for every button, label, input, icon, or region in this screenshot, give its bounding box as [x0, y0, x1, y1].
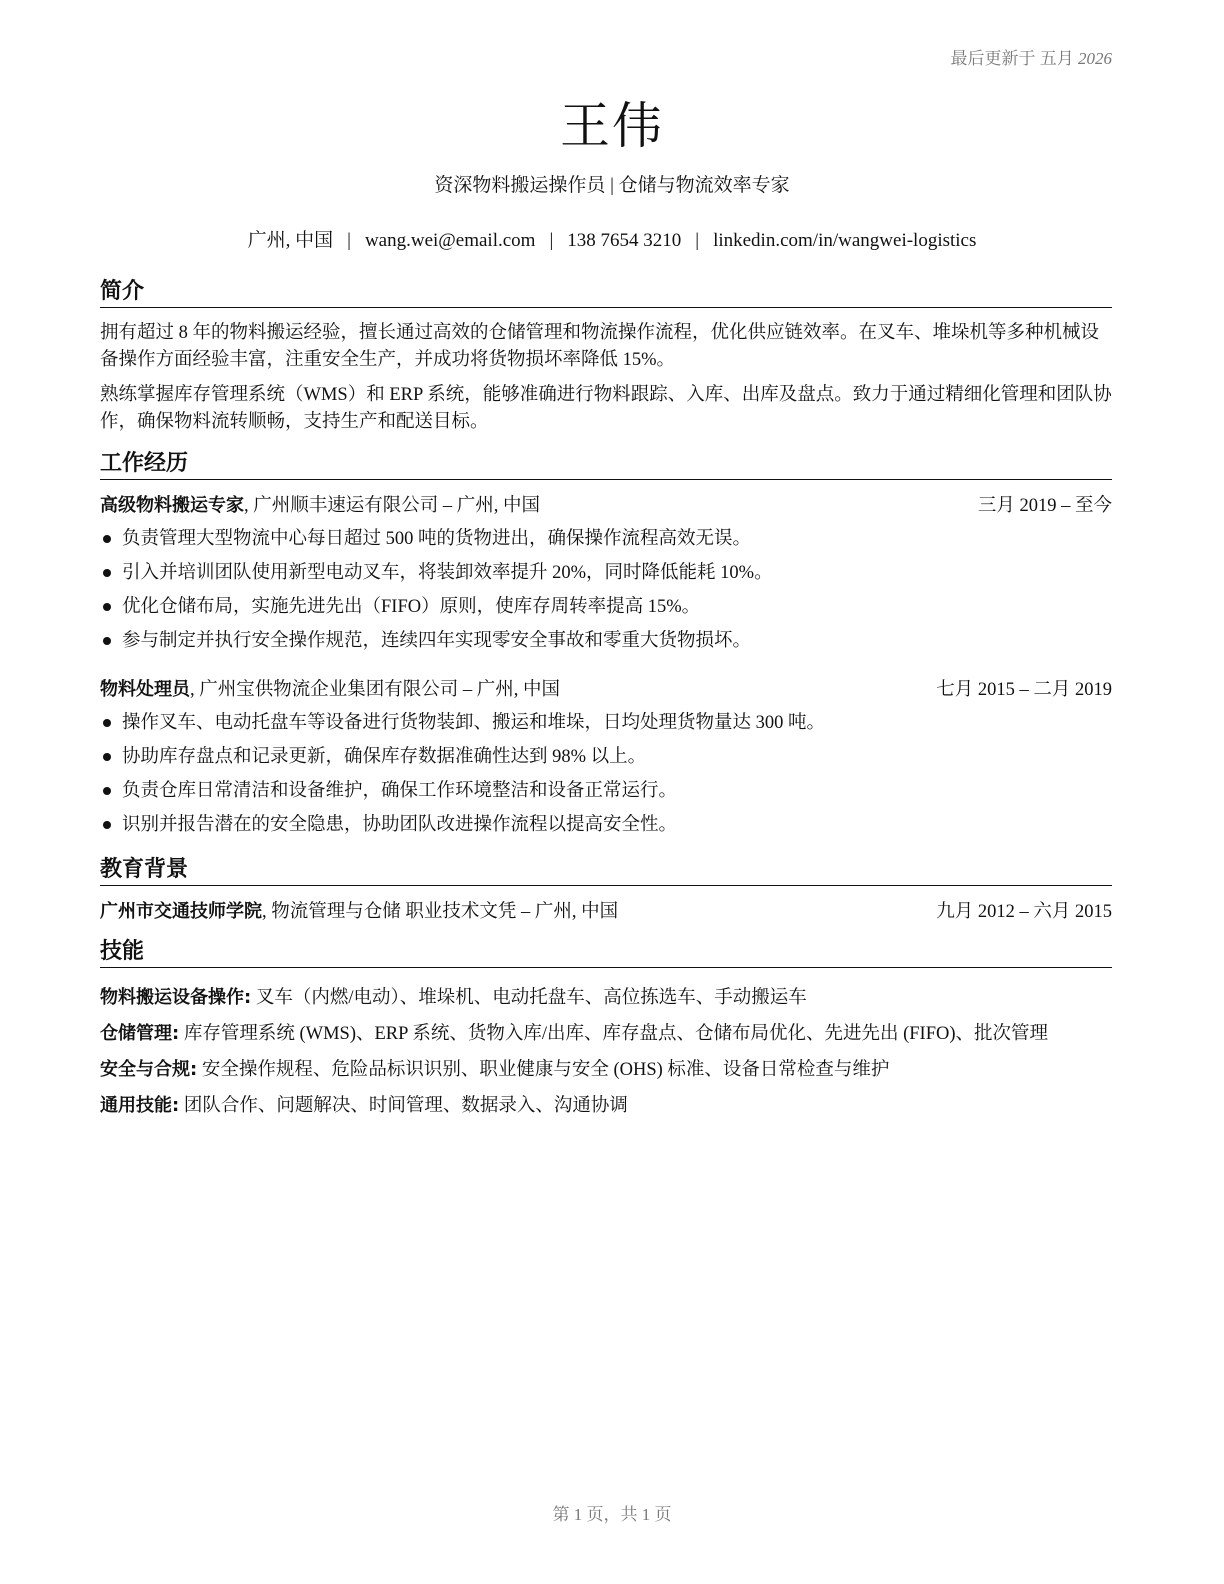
- bullet-list: [100, 522, 1112, 658]
- section-title-skills: 技能: [100, 938, 1112, 968]
- job-org: , 广州顺丰速运有限公司 – 广州, 中国: [244, 496, 541, 516]
- contact-line: [0, 225, 1224, 252]
- skill-value: 安全操作规程、危险品标识识别、职业健康与安全 (OHS) 标准、设备日常检查与维护: [197, 1060, 890, 1080]
- entry-heading: [100, 676, 560, 704]
- skill-row: [100, 1088, 1112, 1124]
- skills-section: [100, 980, 1112, 1124]
- entry-header: [100, 898, 1112, 926]
- bullet-icon: [103, 753, 111, 761]
- contact-separator: |: [549, 230, 554, 251]
- summary-paragraph: 拥有超过 8 年的物料搬运经验，擅长通过高效的仓储管理和物流操作流程，优化供应链效率。在叉车、堆垛机等多种机械设备操作方面经验丰富，注重安全生产，并成功将货物损坏率降低 15%。: [100, 323, 1100, 370]
- bullet-icon: [103, 569, 111, 577]
- bullet-icon: [103, 821, 111, 829]
- bullet-item: [100, 774, 1112, 808]
- entry-heading: [100, 492, 540, 520]
- summary-section: [100, 320, 1112, 436]
- skill-label: 物料搬运设备操作:: [100, 987, 252, 1008]
- skill-label: 通用技能:: [100, 1095, 180, 1116]
- bullet-item: [100, 808, 1112, 842]
- headline: 资深物料搬运操作员 | 仓储与物流效率专家: [434, 175, 790, 196]
- entry-header: [100, 676, 1112, 704]
- job-org: , 广州宝供物流企业集团有限公司 – 广州, 中国: [190, 680, 561, 700]
- contact-separator: |: [695, 230, 700, 251]
- job-role: 物料处理员: [100, 679, 190, 700]
- bullet-icon: [103, 787, 111, 795]
- experience-entry: [100, 676, 1112, 842]
- bullet-text: 操作叉车、电动托盘车等设备进行货物装卸、搬运和堆垛，日均处理货物量达 300 吨。: [122, 713, 826, 733]
- bullet-item: [100, 706, 1112, 740]
- skill-label: 安全与合规:: [100, 1059, 198, 1080]
- section-title-summary: 简介: [100, 278, 1112, 308]
- bullet-icon: [103, 535, 111, 543]
- resume-content: [100, 278, 1112, 1124]
- bullet-icon: [103, 637, 111, 645]
- bullet-item: [100, 624, 1112, 658]
- summary-paragraph: 熟练掌握库存管理系统（WMS）和 ERP 系统，能够准确进行物料跟踪、入库、出库及盘点。致力于通过精细化管理和团队协作，确保物料流转顺畅，支持生产和配送目标。: [100, 385, 1112, 432]
- last-updated: [951, 44, 1113, 69]
- school-name: 广州市交通技师学院: [100, 901, 262, 922]
- contact-phone: 138 7654 3210: [567, 230, 682, 251]
- skill-row: [100, 1052, 1112, 1088]
- page-footer: 第 1 页，共 1 页: [552, 1505, 672, 1524]
- education-entry: [100, 898, 1112, 926]
- section-title-education: 教育背景: [100, 856, 1112, 886]
- bullet-icon: [103, 719, 111, 727]
- bullet-text: 引入并培训团队使用新型电动叉车，将装卸效率提升 20%，同时降低能耗 10%。: [122, 563, 773, 583]
- skill-value: 团队合作、问题解决、时间管理、数据录入、沟通协调: [179, 1096, 628, 1116]
- contact-email[interactable]: wang.wei@email.com: [364, 230, 536, 251]
- education-detail: , 物流管理与仓储 职业技术文凭 – 广州, 中国: [262, 902, 619, 922]
- bullet-text: 负责仓库日常清洁和设备维护，确保工作环境整洁和设备正常运行。: [122, 781, 678, 801]
- education-dates: 九月 2012 – 六月 2015: [936, 902, 1112, 922]
- experience-entry: [100, 492, 1112, 658]
- skill-row: [100, 1016, 1112, 1052]
- bullet-item: [100, 522, 1112, 556]
- entry-header: [100, 492, 1112, 520]
- bullet-text: 识别并报告潜在的安全隐患，协助团队改进操作流程以提高安全性。: [122, 815, 678, 835]
- candidate-name: 王伟: [560, 97, 664, 155]
- section-title-experience: 工作经历: [100, 450, 1112, 480]
- skill-value: 库存管理系统 (WMS)、ERP 系统、货物入库/出库、库存盘点、仓储布局优化、先进先出 (FIFO)、批次管理: [179, 1024, 1049, 1044]
- bullet-text: 参与制定并执行安全操作规范，连续四年实现零安全事故和零重大货物损坏。: [122, 631, 752, 651]
- contact-separator: |: [347, 230, 351, 251]
- bullet-text: 协助库存盘点和记录更新，确保库存数据准确性达到 98% 以上。: [122, 747, 647, 767]
- last-updated-label: 最后更新于 五月: [950, 49, 1074, 68]
- bullet-item: [100, 590, 1112, 624]
- last-updated-year: 2026: [1078, 49, 1112, 68]
- skill-row: [100, 980, 1112, 1016]
- contact-location: 广州, 中国: [247, 230, 334, 251]
- job-role: 高级物料搬运专家: [100, 495, 244, 516]
- bullet-icon: [103, 603, 111, 611]
- entry-heading: [100, 898, 618, 926]
- bullet-item: [100, 556, 1112, 590]
- bullet-text: 负责管理大型物流中心每日超过 500 吨的货物进出，确保操作流程高效无误。: [122, 529, 752, 549]
- skill-value: 叉车（内燃/电动）、堆垛机、电动托盘车、高位拣选车、手动搬运车: [251, 988, 807, 1008]
- job-dates: 七月 2015 – 二月 2019: [936, 680, 1112, 700]
- bullet-item: [100, 740, 1112, 774]
- bullet-list: [100, 706, 1112, 842]
- skill-label: 仓储管理:: [100, 1023, 180, 1044]
- job-dates: 三月 2019 – 至今: [977, 496, 1112, 516]
- bullet-text: 优化仓储布局，实施先进先出（FIFO）原则，使库存周转率提高 15%。: [122, 597, 701, 617]
- contact-linkedin[interactable]: linkedin.com/in/wangwei-logistics: [713, 230, 977, 251]
